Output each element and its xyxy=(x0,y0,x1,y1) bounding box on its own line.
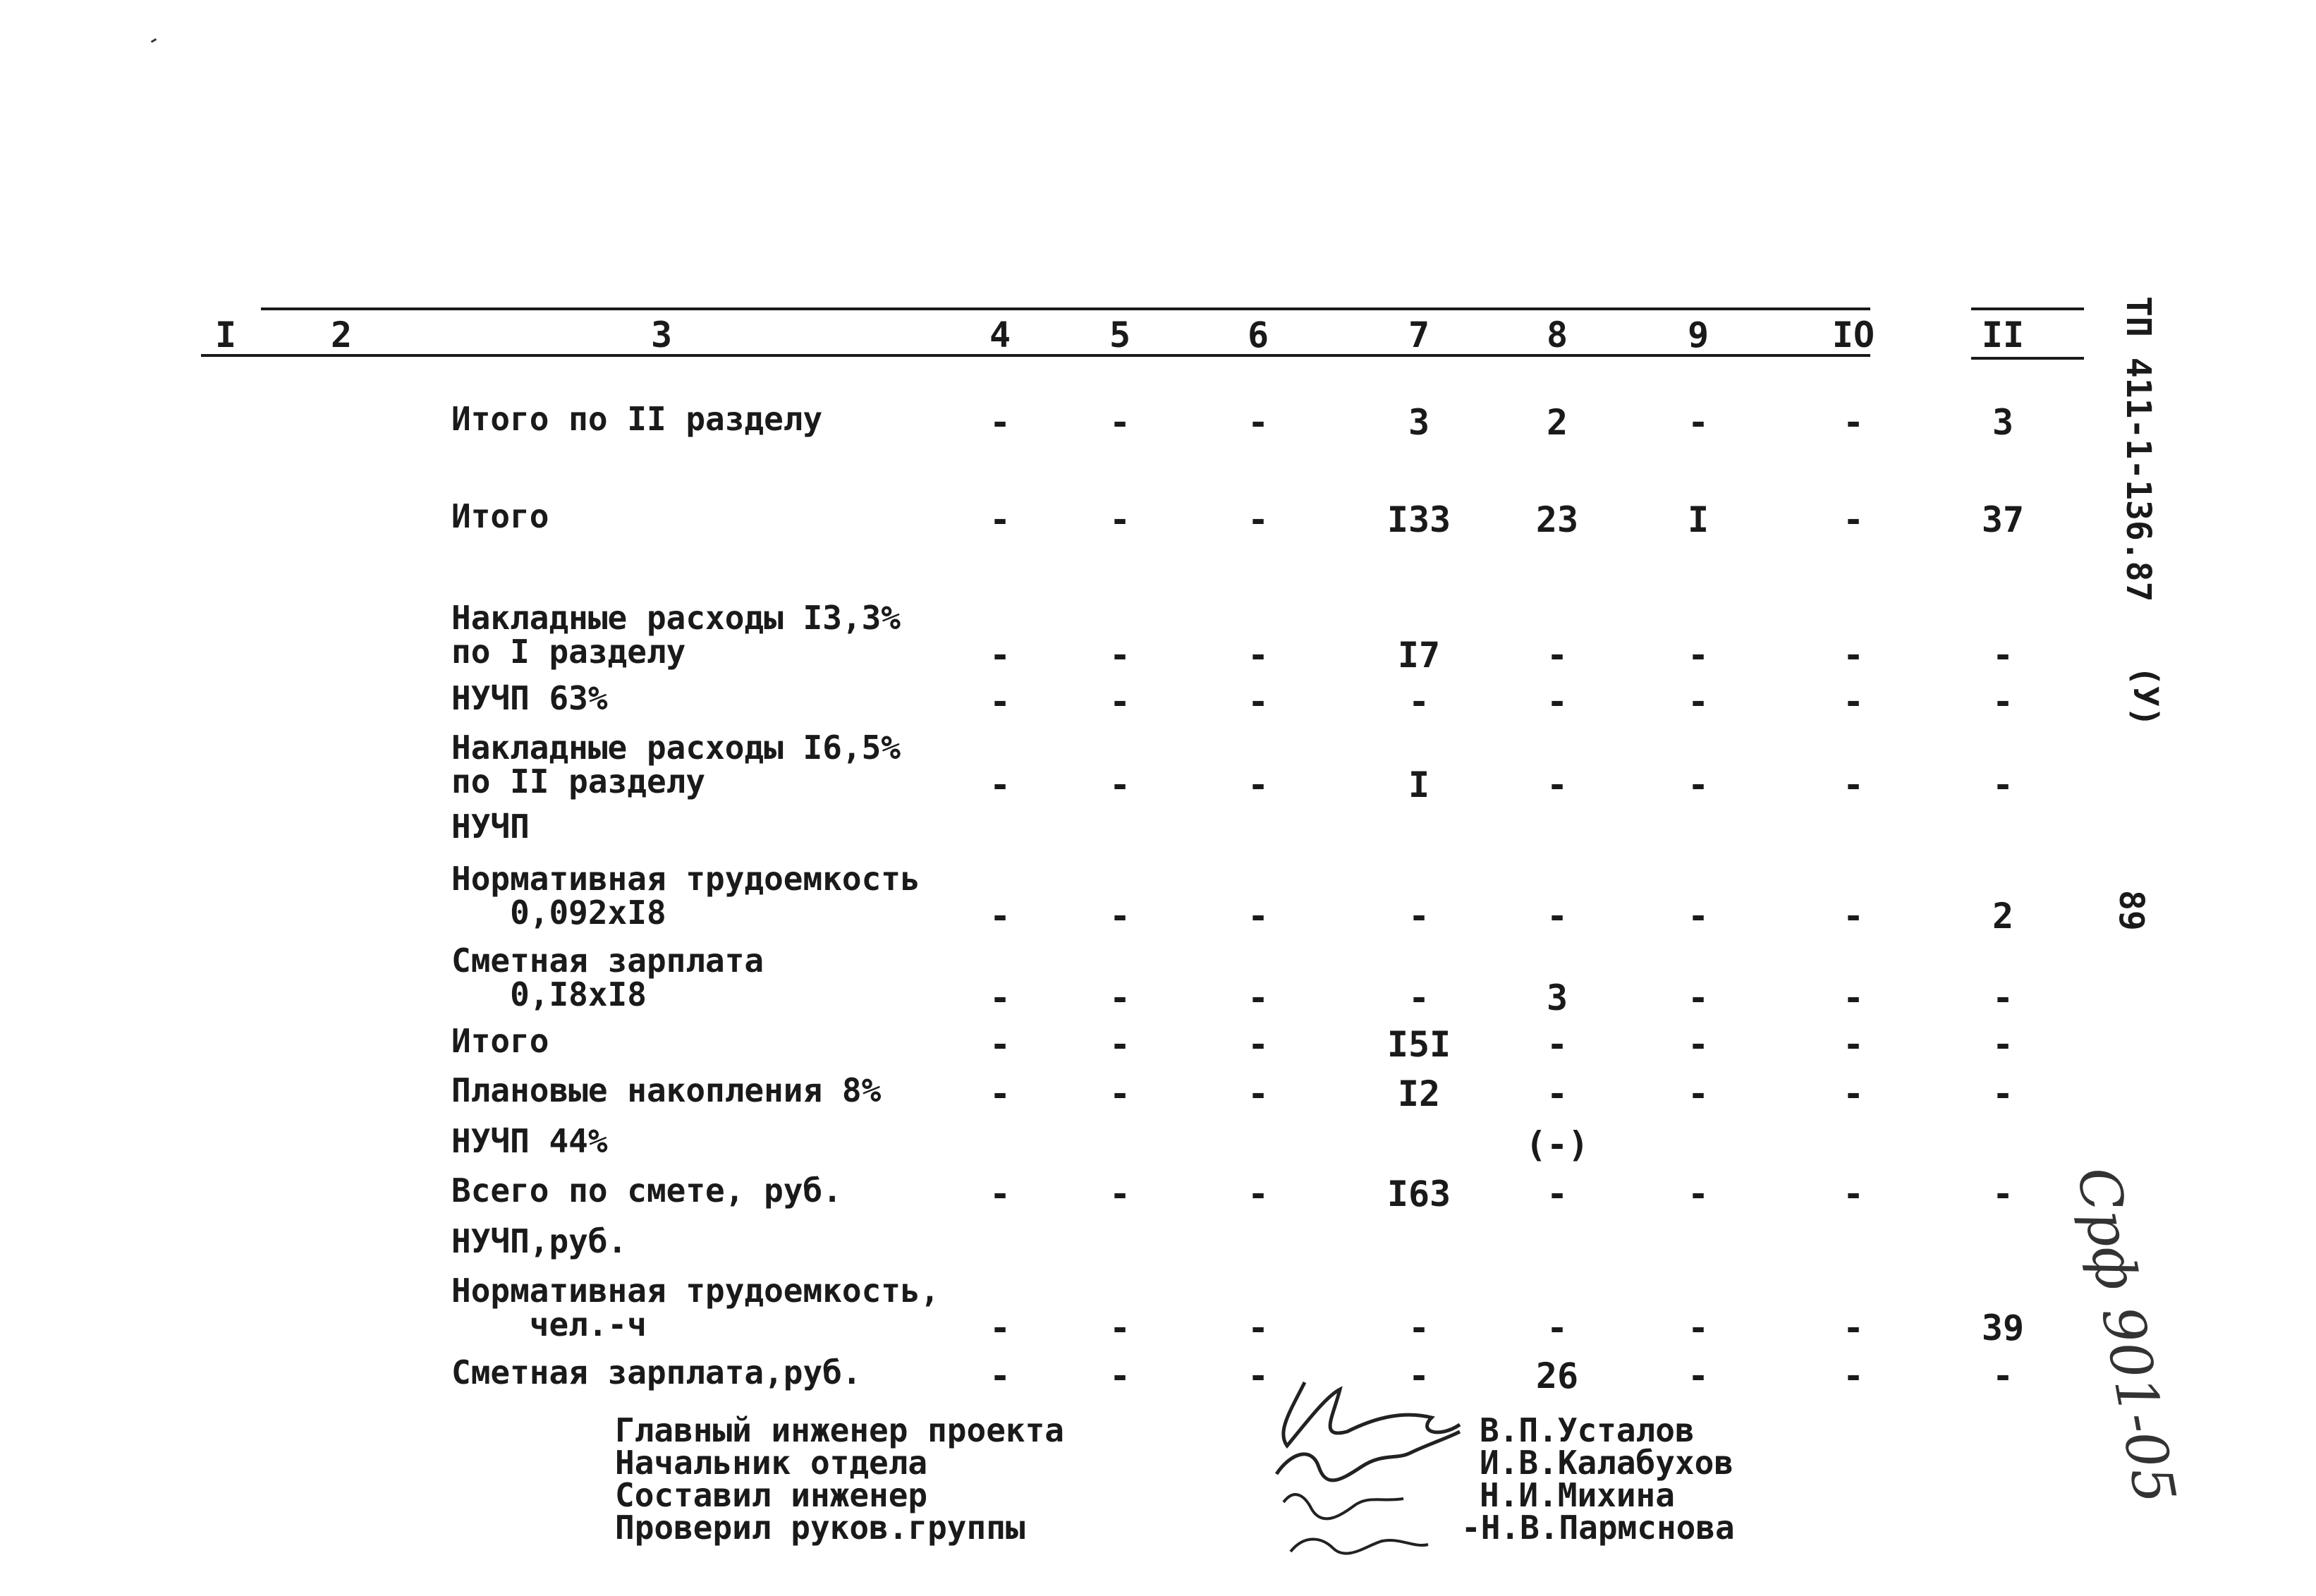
cell-c5: - xyxy=(1109,499,1131,540)
row-label: Всего по смете, руб. xyxy=(451,1171,842,1210)
cell-c4: - xyxy=(989,499,1011,540)
row-label: Итого xyxy=(451,1022,549,1060)
cell-c8: 3 xyxy=(1546,977,1568,1018)
cell-c11: - xyxy=(1992,681,2014,722)
row-label: Итого xyxy=(451,497,549,535)
header-bottom-rule-col11 xyxy=(1971,357,2084,360)
handwritten-stamp: Срф 901-05 xyxy=(2064,1162,2188,1509)
column-header-4: 4 xyxy=(989,315,1011,355)
cell-c7: - xyxy=(1408,896,1430,937)
cell-c10: - xyxy=(1842,402,1865,443)
cell-c11: 37 xyxy=(1981,499,2025,540)
row-label: Сметная зарплата 0,I8хI8 xyxy=(451,942,764,1013)
cell-c9: - xyxy=(1687,681,1709,722)
cell-c11: 3 xyxy=(1992,402,2014,443)
cell-c10: - xyxy=(1842,499,1865,540)
cell-c4: - xyxy=(989,977,1011,1018)
cell-c6: - xyxy=(1247,1174,1269,1214)
cell-c5: - xyxy=(1109,1073,1131,1114)
cell-c8: - xyxy=(1546,765,1568,805)
cell-c6: - xyxy=(1247,635,1269,676)
cell-c4: - xyxy=(989,1024,1011,1065)
cell-c9: - xyxy=(1687,1024,1709,1065)
cell-c4: - xyxy=(989,635,1011,676)
cell-c10: - xyxy=(1842,1356,1865,1396)
cell-c11: 39 xyxy=(1981,1308,2025,1348)
signatory-title: Начальник отдела xyxy=(615,1444,928,1482)
cell-c9: - xyxy=(1687,635,1709,676)
header-top-rule-col11 xyxy=(1971,307,2084,310)
cell-c6: - xyxy=(1247,1308,1269,1348)
cell-c5: - xyxy=(1109,977,1131,1018)
cell-c9: I xyxy=(1687,499,1709,540)
row-label: НУЧП 63% xyxy=(451,679,608,717)
header-top-rule xyxy=(261,307,1870,310)
signatory-title: Проверил руков.группы xyxy=(615,1509,1025,1547)
signature-mikhina xyxy=(1284,1494,1403,1518)
cell-c6: - xyxy=(1247,681,1269,722)
cell-c9: - xyxy=(1687,1308,1709,1348)
row-label: Итого по II разделу xyxy=(451,400,823,438)
cell-c5: - xyxy=(1109,1174,1131,1214)
signature-kalabukhov xyxy=(1276,1432,1460,1480)
cell-c6: - xyxy=(1247,402,1269,443)
cell-c8: - xyxy=(1546,1073,1568,1114)
side-document-code: ТП 411-1-136.87 xyxy=(2119,296,2158,602)
row-label: Нормативная трудоемкость, чел.-ч xyxy=(451,1272,940,1344)
cell-c8: 2 xyxy=(1546,402,1568,443)
signatory-name: В.П.Усталов xyxy=(1480,1411,1695,1449)
cell-c7: - xyxy=(1408,977,1430,1018)
cell-c10: - xyxy=(1842,977,1865,1018)
cell-c8: - xyxy=(1546,1024,1568,1065)
cell-c4: - xyxy=(989,1308,1011,1348)
cell-c8: 23 xyxy=(1535,499,1579,540)
column-header-5: 5 xyxy=(1109,315,1131,355)
row-label: НУЧП 44% xyxy=(451,1122,608,1160)
signatory-title: Главный инженер проекта xyxy=(615,1411,1064,1449)
cell-c8: - xyxy=(1546,681,1568,722)
cell-c7: I xyxy=(1408,765,1430,805)
cell-c7: - xyxy=(1408,1308,1430,1348)
signature-parmenova xyxy=(1291,1540,1428,1554)
cell-c5: - xyxy=(1109,896,1131,937)
cell-c10: - xyxy=(1842,896,1865,937)
cell-c10: - xyxy=(1842,1308,1865,1348)
cell-c8: - xyxy=(1546,896,1568,937)
cell-c10: - xyxy=(1842,1024,1865,1065)
cell-c6: - xyxy=(1247,499,1269,540)
cell-c11: - xyxy=(1992,1024,2014,1065)
signature-ustalov xyxy=(1284,1382,1460,1446)
row-label: Плановые накопления 8% xyxy=(451,1071,882,1109)
row-label: Нормативная трудоемкость 0,092хI8 xyxy=(451,860,920,932)
row-label: НУЧП xyxy=(451,808,530,846)
column-header-8: 8 xyxy=(1546,315,1568,355)
cell-c5: - xyxy=(1109,1308,1131,1348)
cell-c11: - xyxy=(1992,635,2014,676)
side-volume: (У) xyxy=(2126,666,2165,727)
cell-c11: - xyxy=(1992,1356,2014,1396)
cell-c10: - xyxy=(1842,681,1865,722)
cell-c8: (-) xyxy=(1525,1124,1590,1165)
cell-c4: - xyxy=(989,1356,1011,1396)
cell-c11: - xyxy=(1992,1174,2014,1214)
cell-c8: 26 xyxy=(1535,1356,1579,1396)
column-header-2: 2 xyxy=(330,315,353,355)
cell-c9: - xyxy=(1687,1073,1709,1114)
cell-c8: - xyxy=(1546,635,1568,676)
cell-c5: - xyxy=(1109,402,1131,443)
cell-c7: - xyxy=(1408,681,1430,722)
column-header-11: II xyxy=(1981,315,2025,355)
cell-c10: - xyxy=(1842,1174,1865,1214)
cell-c7: 3 xyxy=(1408,402,1430,443)
handwritten-signatures xyxy=(1262,1368,1495,1573)
cell-c4: - xyxy=(989,765,1011,805)
cell-c7: I2 xyxy=(1397,1073,1441,1114)
row-label: НУЧП,руб. xyxy=(451,1222,628,1260)
column-header-9: 9 xyxy=(1687,315,1709,355)
cell-c5: - xyxy=(1109,1024,1131,1065)
column-header-6: 6 xyxy=(1247,315,1269,355)
page-number: 89 xyxy=(2111,890,2151,931)
cell-c11: - xyxy=(1992,1073,2014,1114)
cell-c7: I63 xyxy=(1386,1174,1451,1214)
cell-c6: - xyxy=(1247,1356,1269,1396)
cell-c9: - xyxy=(1687,896,1709,937)
header-bottom-rule xyxy=(201,354,1870,357)
cell-c9: - xyxy=(1687,765,1709,805)
cell-c4: - xyxy=(989,1073,1011,1114)
cell-c7: I7 xyxy=(1397,635,1441,676)
row-label: Накладные расходы I6,5% по II разделу xyxy=(451,729,901,800)
cell-c5: - xyxy=(1109,1356,1131,1396)
cell-c5: - xyxy=(1109,681,1131,722)
column-header-7: 7 xyxy=(1408,315,1430,355)
column-header-3: 3 xyxy=(650,315,673,355)
cell-c6: - xyxy=(1247,765,1269,805)
row-label: Накладные расходы I3,3% по I разделу xyxy=(451,599,901,671)
cell-c11: - xyxy=(1992,765,2014,805)
cell-c6: - xyxy=(1247,896,1269,937)
cell-c4: - xyxy=(989,896,1011,937)
cell-c8: - xyxy=(1546,1308,1568,1348)
cell-c4: - xyxy=(989,1174,1011,1214)
cell-c5: - xyxy=(1109,765,1131,805)
cell-c11: - xyxy=(1992,977,2014,1018)
signatory-name: -Н.В.Пармснова xyxy=(1461,1509,1735,1547)
cell-c7: I5I xyxy=(1386,1024,1451,1065)
cell-c7: I33 xyxy=(1386,499,1451,540)
signatory-name: И.В.Калабухов xyxy=(1480,1444,1734,1482)
cell-c8: - xyxy=(1546,1174,1568,1214)
signatory-name: Н.И.Михина xyxy=(1480,1476,1675,1514)
row-label: Сметная зарплата,руб. xyxy=(451,1353,862,1391)
cell-c4: - xyxy=(989,402,1011,443)
cell-c11: 2 xyxy=(1992,896,2014,937)
signatory-title: Составил инженер xyxy=(615,1476,928,1514)
cell-c9: - xyxy=(1687,402,1709,443)
cell-c6: - xyxy=(1247,1024,1269,1065)
cell-c10: - xyxy=(1842,765,1865,805)
cell-c6: - xyxy=(1247,1073,1269,1114)
column-header-1: I xyxy=(214,315,237,355)
speck-mark xyxy=(151,38,157,43)
cell-c5: - xyxy=(1109,635,1131,676)
cell-c9: - xyxy=(1687,977,1709,1018)
cell-c7: - xyxy=(1408,1356,1430,1396)
cell-c10: - xyxy=(1842,635,1865,676)
cell-c9: - xyxy=(1687,1174,1709,1214)
cell-c10: - xyxy=(1842,1073,1865,1114)
cell-c6: - xyxy=(1247,977,1269,1018)
column-header-10: IO xyxy=(1832,315,1875,355)
cell-c9: - xyxy=(1687,1356,1709,1396)
cell-c4: - xyxy=(989,681,1011,722)
